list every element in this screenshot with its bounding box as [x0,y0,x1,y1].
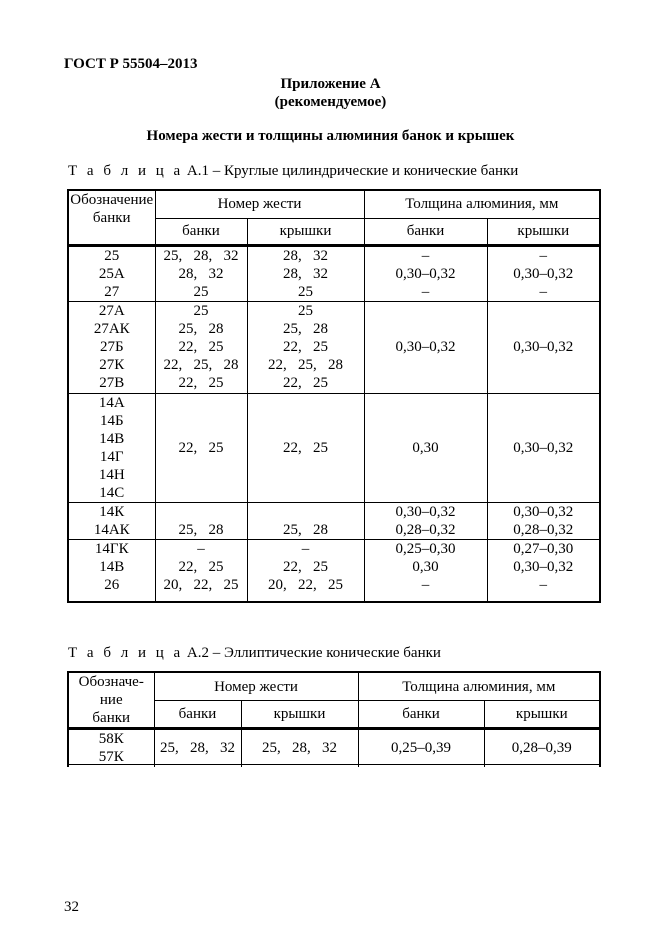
al-lids-cell: 0,28–0,39 [484,729,600,767]
tin-cans-cell: 25, 28, 32 28, 32 25 [155,245,247,301]
table2-header-tin-cans: банки [154,701,241,729]
tin-cans-cell: – 22, 25 20, 22, 25 [155,539,247,602]
table1-header-tin-cans: банки [155,218,247,245]
tin-lids-cell: 22, 25 [247,393,364,502]
table-row [68,393,600,502]
table2-header-tin-lids: крышки [241,701,358,729]
designation-cell: 14А 14Б 14В 14Г 14Н 14С [68,393,155,502]
tin-lids-cell: 25, 28 [247,502,364,539]
designation-cell: 27А 27АК 27Б 27К 27В [68,301,155,393]
table-row [68,245,600,301]
al-cans-cell: 0,30–0,32 0,28–0,32 [364,502,487,539]
tin-cans-cell: 25, 28, 32 [154,729,241,767]
table1-header-al-thickness: Толщина алюминия, мм [364,190,600,218]
table2-caption-text: А.2 – Эллиптические конические банки [183,645,441,661]
table1 [67,189,601,603]
table2 [67,671,601,767]
tin-lids-cell: 28, 32 28, 32 25 [247,245,364,301]
designation-cell: 58К 57К [68,729,154,767]
table-row [68,301,600,393]
document-code: ГОСТ Р 55504–2013 [64,56,198,72]
al-lids-cell: 0,30–0,32 0,28–0,32 [487,502,600,539]
tin-cans-cell: 25 25, 28 22, 25 22, 25, 28 22, 25 [155,301,247,393]
table1-caption-text: А.1 – Круглые цилиндрические и конические банки [183,163,519,179]
designation-cell: 25 25А 27 [68,245,155,301]
al-lids-cell: – 0,30–0,32 – [487,245,600,301]
table2-continuation-line [67,764,599,765]
table1-header-al-lids: крышки [487,218,600,245]
al-lids-cell: 0,30–0,32 [487,301,600,393]
designation-cell: 14ГК 14В 26 [68,539,155,602]
table1-caption-label: Т а б л и ц а [68,163,184,179]
table2-header-al-lids: крышки [484,701,600,729]
table-row [68,502,600,539]
section-title: Номера жести и толщины алюминия банок и крышек [146,128,515,144]
table2-header-al-cans: банки [358,701,484,729]
al-lids-cell: 0,27–0,30 0,30–0,32 – [487,539,600,602]
al-cans-cell: 0,30–0,32 [364,301,487,393]
page-number: 32 [64,899,79,915]
table2-caption [68,645,441,662]
tin-cans-cell: 25, 28 [155,502,247,539]
tin-lids-cell: 25, 28, 32 [241,729,358,767]
table1-header-tin-lids: крышки [247,218,364,245]
table1-caption [68,163,518,180]
table-row [68,729,600,767]
al-lids-cell: 0,30–0,32 [487,393,600,502]
table2-caption-label: Т а б л и ц а [68,645,184,661]
tin-lids-cell: – 22, 25 20, 22, 25 [247,539,364,602]
al-cans-cell: 0,30 [364,393,487,502]
al-cans-cell: 0,25–0,30 0,30 – [364,539,487,602]
table2-header-al-thickness: Толщина алюминия, мм [358,672,600,701]
table-row [68,539,600,602]
al-cans-cell: – 0,30–0,32 – [364,245,487,301]
appendix-title: Приложение А [280,76,381,92]
appendix-subtitle: (рекомендуемое) [274,94,387,110]
designation-cell: 14К 14АК [68,502,155,539]
table1-header-designation: Обозначение банки [68,190,155,245]
tin-lids-cell: 25 25, 28 22, 25 22, 25, 28 22, 25 [247,301,364,393]
table2-header-tin-number: Номер жести [154,672,358,701]
tin-cans-cell: 22, 25 [155,393,247,502]
table2-header-designation: Обозначе- ние банки [68,672,154,729]
table1-header-al-cans: банки [364,218,487,245]
al-cans-cell: 0,25–0,39 [358,729,484,767]
table1-header-tin-number: Номер жести [155,190,364,218]
